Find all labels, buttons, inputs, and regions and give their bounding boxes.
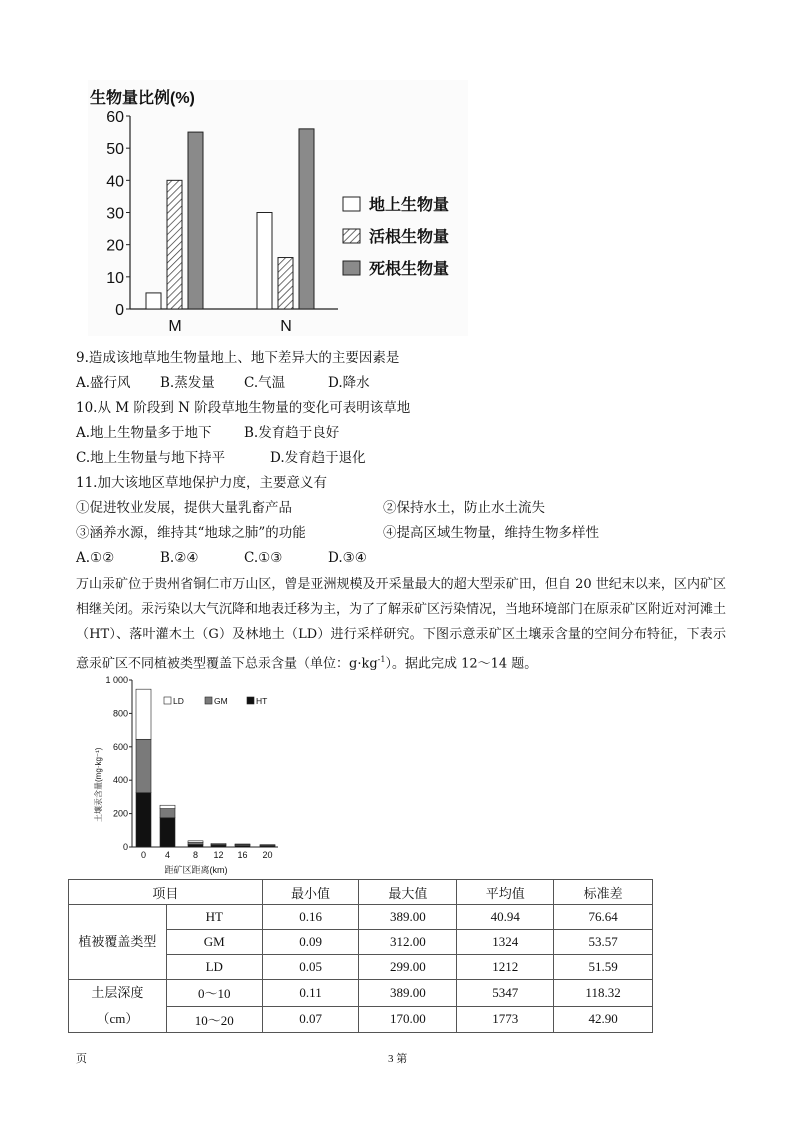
passage-body: 万山汞矿位于贵州省铜仁市万山区，曾是亚洲规模及开采量最大的超大型汞矿田，但自 20 世纪末以来，区内矿区相继关闭。汞污染以大气沉降和地表迁移为主，为了了解汞矿区污染情况，当地环境部门在原汞矿区附近对河滩土（HT）、落叶灌木土（G）及林地土（LD）进行采样研究。下图示意汞矿区土壤汞含量的空间分布特征，下表示意汞矿区不同植被类型覆盖下总汞含量（单位：g·kg [76,577,727,672]
chart1-bar-M-2 [188,132,203,309]
chart1-legend-swatch [343,229,360,243]
chart2-bar-0-LD [136,689,151,739]
table-cell: 10～20 [166,1006,262,1033]
q10-option-b[interactable]: B.发育趋于良好 [244,425,340,441]
chart1-legend-label: 地上生物量 [369,197,450,214]
chart2-xtick-label: 8 [192,850,199,860]
table-header-min: 最小值 [262,880,359,905]
table-cell: 1773 [457,1006,554,1033]
q11-option-d[interactable]: D.③④ [328,550,367,566]
chart1-xlabel-N: N [280,318,292,335]
table-header-std: 标准差 [554,880,653,905]
question-10-options-row1 [76,424,339,442]
table-header-item: 项目 [69,880,263,905]
chart2-ytick-label: 200 [112,808,128,819]
table-cell: 76.64 [554,905,653,930]
chart2-ytick-label: 1 000 [105,675,128,685]
chart2-bar-4-LD [160,805,175,808]
table-cell: 0.07 [262,1006,359,1033]
chart1-bar-N-0 [257,213,272,310]
chart2-xlabel: 距矿区距离(km) [164,865,228,875]
table-header-mean: 平均值 [457,880,554,905]
table-header-row [69,880,653,905]
chart1-ytick-label: 60 [106,109,124,126]
table-group-depth-unit: （cm） [96,1011,139,1026]
chart2-legend-label: LD [173,696,184,706]
table-cell: 299.00 [359,955,457,980]
footer-left: 页 [76,1053,87,1065]
table-cell: 118.32 [554,980,653,1007]
chart1-ytick-label: 40 [106,173,124,191]
q11-option-a[interactable]: A.①② [76,550,115,566]
passage-end: ）。据此完成 12～14 题。 [385,656,538,672]
biomass-chart [88,80,468,336]
chart2-ytick-label: 600 [112,741,128,752]
chart1-legend-swatch [343,261,360,275]
chart1-ytick-label: 20 [106,237,124,255]
q11-option-b[interactable]: B.②④ [160,550,199,566]
table-cell: GM [166,930,262,955]
chart1-legend-label: 死根生物量 [369,261,450,278]
q10-option-a[interactable]: A.地上生物量多于地下 [76,425,212,441]
passage-unit-superscript: -1 [377,655,386,664]
chart2-legend-swatch [205,697,212,704]
table-cell: 51.59 [554,955,653,980]
question-10-options-row2 [76,449,366,467]
table-cell: HT [166,905,262,930]
chart2-bar-4-HT [160,818,175,847]
chart1-ytick-label: 50 [106,141,124,159]
chart2-ytick-label: 800 [112,708,128,719]
chart1-legend-label: 活根生物量 [369,229,450,246]
q11-statement-1: ①促进牧业发展，提供大量乳畜产品 [76,500,292,516]
table-cell: 389.00 [359,905,457,930]
chart2-bar-8-LD [188,841,203,843]
table-cell: 0.05 [262,955,359,980]
question-10-stem: 10.从 M 阶段到 N 阶段草地生物量的变化可表明该草地 [76,400,411,416]
q9-option-c[interactable]: C.气温 [244,375,286,391]
q11-statement-3: ③涵养水源，维持其“地球之肺”的功能 [76,525,306,541]
chart2-ytick-label: 0 [122,842,128,852]
table-cell: 53.57 [554,930,653,955]
chart2-xtick-label: 12 [213,850,224,860]
table-group-depth [69,980,167,1033]
chart1-ytick-label: 30 [106,205,124,223]
q11-statement-2: ②保持水土，防止水土流失 [383,500,545,516]
question-11-statements-row1 [76,499,545,517]
table-cell: LD [166,955,262,980]
chart1-bar-M-1 [167,180,182,309]
chart2-bar-20-LD [260,845,275,846]
chart2-ylabel: 土壤汞含量(mg·kg⁻¹) [94,747,103,822]
table-cell: 0.16 [262,905,359,930]
question-11-options [76,549,367,567]
q9-option-a[interactable]: A.盛行风 [76,375,131,391]
mercury-table [68,879,653,1033]
chart2-legend-swatch [247,697,254,704]
table-cell: 40.94 [457,905,554,930]
question-11-stem: 11.加大该地区草地保护力度，主要意义有 [76,475,327,491]
table-row [69,980,653,1007]
chart2-legend-label: HT [256,696,268,706]
table-cell: 5347 [457,980,554,1007]
chart2-bar-0-HT [136,793,151,847]
table-cell: 1324 [457,930,554,955]
chart1-bar-N-2 [299,129,314,309]
mercury-chart [92,674,288,878]
chart2-legend-swatch [164,697,171,704]
chart2-bar-8-GM [188,842,203,844]
chart1-xlabel-M: M [168,318,182,335]
passage-text [76,572,726,676]
chart1-bar-N-1 [278,258,293,309]
chart2-bar-0-GM [136,739,151,792]
question-11-statements-row2 [76,524,599,542]
chart2-bar-12-LD [211,843,226,844]
q10-option-d[interactable]: D.发育趋于退化 [270,450,366,466]
chart2-bar-16-LD [235,844,250,845]
chart1-legend-swatch [343,197,360,211]
table-cell: 1212 [457,955,554,980]
chart2-xtick-label: 16 [237,850,248,860]
question-9-stem: 9.造成该地草地生物量地上、地下差异大的主要因素是 [76,350,400,366]
q11-statement-4: ④提高区域生物量，维持生物多样性 [383,525,599,541]
table-cell: 0.11 [262,980,359,1007]
chart1-ytick-label: 10 [106,269,124,287]
chart2-xtick-label: 4 [164,850,171,860]
table-group-depth-label: 土层深度 [91,985,144,1000]
q9-option-d[interactable]: D.降水 [328,375,370,391]
chart2-bar-4-GM [160,809,175,818]
chart2-ytick-label: 400 [112,775,128,786]
q9-option-b[interactable]: B.蒸发量 [160,375,215,391]
chart1-bar-M-0 [146,293,161,309]
table-cell: 312.00 [359,930,457,955]
table-group-vegetation: 植被覆盖类型 [69,905,167,980]
table-row [69,905,653,930]
table-cell: 389.00 [359,980,457,1007]
page-number: 3 第 [388,1053,408,1065]
chart1-ytick-label: 0 [115,302,124,319]
q11-option-c[interactable]: C.①③ [244,550,283,566]
chart2-xtick-label: 20 [262,850,273,860]
chart2-legend-label: GM [214,696,228,706]
chart1-ylabel: 生物量比例(%) [90,90,195,107]
table-cell: 42.90 [554,1006,653,1033]
q10-option-c[interactable]: C.地上生物量与地下持平 [76,450,226,466]
table-cell: 0.09 [262,930,359,955]
table-cell: 170.00 [359,1006,457,1033]
table-cell: 0～10 [166,980,262,1007]
question-9-options [76,374,370,392]
table-header-max: 最大值 [359,880,457,905]
chart2-bar-8-HT [188,844,203,847]
chart2-xtick-label: 0 [140,850,147,860]
